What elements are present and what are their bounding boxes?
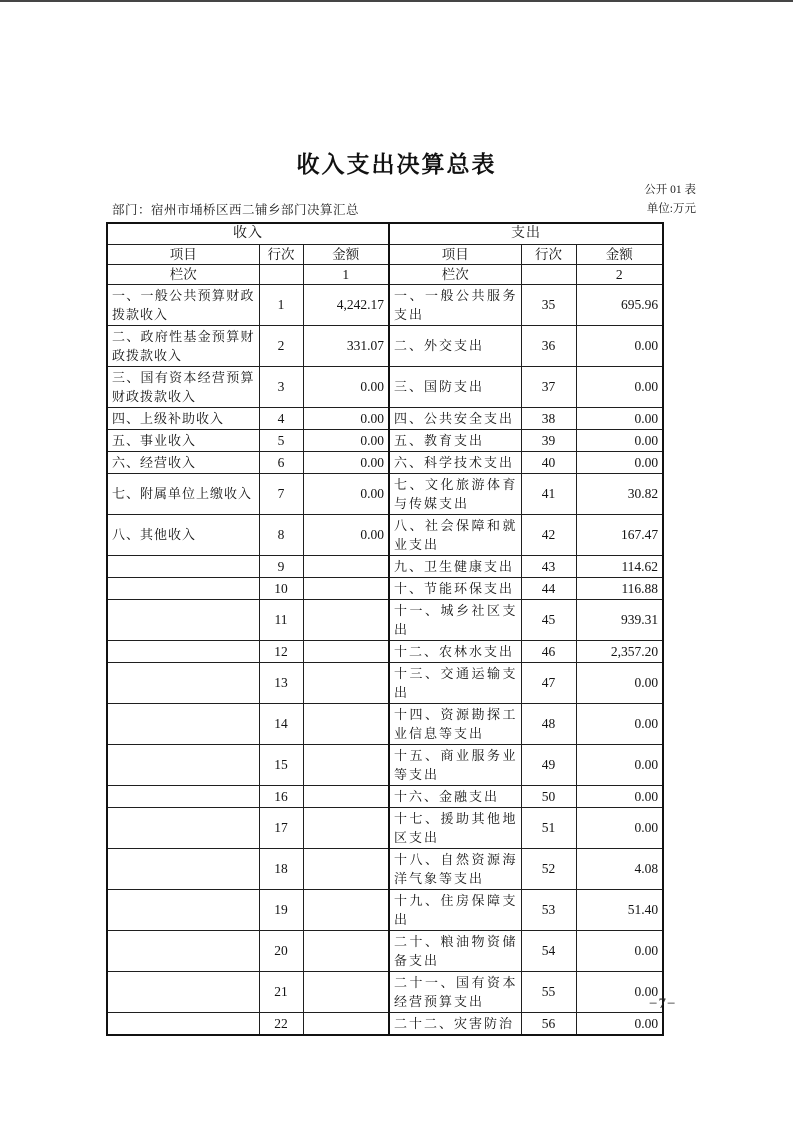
income-line-cell: 22: [259, 1012, 303, 1035]
section-header-row: [107, 223, 663, 244]
expense-amount-cell: 0.00: [576, 1012, 663, 1035]
income-item-cell: [107, 662, 259, 703]
expense-line-header: 行次: [521, 244, 576, 264]
income-amount-cell: 0.00: [303, 429, 389, 451]
expense-index-empty: [521, 264, 576, 284]
table-row: [107, 451, 663, 473]
income-amount-cell: 331.07: [303, 325, 389, 366]
expense-amount-cell: 0.00: [576, 703, 663, 744]
income-line-cell: 21: [259, 971, 303, 1012]
expense-line-cell: 50: [521, 785, 576, 807]
expense-item-cell: 九、卫生健康支出: [389, 555, 521, 577]
income-item-cell: 七、附属单位上缴收入: [107, 473, 259, 514]
column-header-row: [107, 244, 663, 264]
scan-edge-line: [0, 0, 793, 2]
expense-item-cell: 六、科学技术支出: [389, 451, 521, 473]
expense-item-cell: 十三、交通运输支出: [389, 662, 521, 703]
income-item-cell: [107, 599, 259, 640]
page-title: 收入支出决算总表: [296, 151, 497, 177]
expense-item-cell: 十五、商业服务业等支出: [389, 744, 521, 785]
expense-line-cell: 42: [521, 514, 576, 555]
income-line-cell: 11: [259, 599, 303, 640]
expense-amount-cell: 0.00: [576, 662, 663, 703]
expense-amount-cell: 0.00: [576, 971, 663, 1012]
income-item-cell: [107, 889, 259, 930]
expense-line-cell: 36: [521, 325, 576, 366]
expense-item-cell: 二十、粮油物资储备支出: [389, 930, 521, 971]
expense-amount-cell: 167.47: [576, 514, 663, 555]
expense-index-value: 2: [576, 264, 663, 284]
expense-item-cell: 二十一、国有资本经营预算支出: [389, 971, 521, 1012]
expense-item-cell: 四、公共安全支出: [389, 407, 521, 429]
expense-amount-cell: 0.00: [576, 451, 663, 473]
income-line-cell: 18: [259, 848, 303, 889]
income-line-cell: 17: [259, 807, 303, 848]
expense-item-cell: 十二、农林水支出: [389, 640, 521, 662]
income-amount-cell: [303, 807, 389, 848]
expense-line-cell: 53: [521, 889, 576, 930]
column-index-row: [107, 264, 663, 284]
income-item-cell: 五、事业收入: [107, 429, 259, 451]
expense-amount-cell: 2,357.20: [576, 640, 663, 662]
income-amount-cell: [303, 1012, 389, 1035]
income-amount-cell: [303, 577, 389, 599]
expense-line-cell: 51: [521, 807, 576, 848]
income-item-cell: 八、其他收入: [107, 514, 259, 555]
expense-item-cell: 八、社会保障和就业支出: [389, 514, 521, 555]
expense-amount-cell: 0.00: [576, 930, 663, 971]
expense-amount-cell: 4.08: [576, 848, 663, 889]
income-item-cell: [107, 577, 259, 599]
expense-item-cell: 十六、金融支出: [389, 785, 521, 807]
expense-line-cell: 38: [521, 407, 576, 429]
income-line-cell: 19: [259, 889, 303, 930]
table-row: [107, 1012, 663, 1035]
income-amount-header: 金额: [303, 244, 389, 264]
expense-line-cell: 39: [521, 429, 576, 451]
income-section-header: 收入: [107, 223, 389, 244]
income-item-cell: 二、政府性基金预算财政拨款收入: [107, 325, 259, 366]
table-row: [107, 407, 663, 429]
table-row: [107, 848, 663, 889]
expense-item-cell: 十七、援助其他地区支出: [389, 807, 521, 848]
expense-line-cell: 35: [521, 284, 576, 325]
expense-item-cell: 十、节能环保支出: [389, 577, 521, 599]
budget-summary-table: [106, 222, 664, 1036]
income-item-cell: [107, 1012, 259, 1035]
income-line-cell: 5: [259, 429, 303, 451]
expense-line-cell: 44: [521, 577, 576, 599]
expense-amount-cell: 0.00: [576, 366, 663, 407]
expense-amount-cell: 116.88: [576, 577, 663, 599]
income-amount-cell: 0.00: [303, 473, 389, 514]
expense-item-cell: 二十二、灾害防治: [389, 1012, 521, 1035]
expense-line-cell: 40: [521, 451, 576, 473]
expense-line-cell: 48: [521, 703, 576, 744]
income-amount-cell: [303, 848, 389, 889]
expense-line-cell: 47: [521, 662, 576, 703]
expense-amount-cell: 0.00: [576, 407, 663, 429]
expense-amount-cell: 51.40: [576, 889, 663, 930]
income-amount-cell: [303, 599, 389, 640]
table-row: [107, 640, 663, 662]
income-item-cell: 一、一般公共预算财政拨款收入: [107, 284, 259, 325]
expense-line-cell: 49: [521, 744, 576, 785]
expense-line-cell: 56: [521, 1012, 576, 1035]
expense-item-cell: 七、文化旅游体育与传媒支出: [389, 473, 521, 514]
income-line-cell: 12: [259, 640, 303, 662]
income-item-cell: [107, 640, 259, 662]
income-line-cell: 10: [259, 577, 303, 599]
table-row: [107, 703, 663, 744]
income-line-cell: 13: [259, 662, 303, 703]
expense-line-cell: 46: [521, 640, 576, 662]
expense-item-cell: 十九、住房保障支出: [389, 889, 521, 930]
income-line-cell: 2: [259, 325, 303, 366]
income-line-cell: 20: [259, 930, 303, 971]
expense-item-cell: 五、教育支出: [389, 429, 521, 451]
table-row: [107, 807, 663, 848]
income-amount-cell: [303, 555, 389, 577]
income-amount-cell: [303, 640, 389, 662]
expense-line-cell: 52: [521, 848, 576, 889]
expense-line-cell: 54: [521, 930, 576, 971]
expense-item-header: 项目: [389, 244, 521, 264]
income-item-cell: [107, 971, 259, 1012]
table-row: [107, 577, 663, 599]
expense-line-cell: 55: [521, 971, 576, 1012]
expense-item-cell: 一、一般公共服务支出: [389, 284, 521, 325]
table-body: [107, 284, 663, 1035]
income-line-cell: 14: [259, 703, 303, 744]
income-item-cell: [107, 744, 259, 785]
income-item-cell: [107, 785, 259, 807]
table-row: [107, 971, 663, 1012]
income-line-cell: 3: [259, 366, 303, 407]
income-line-cell: 16: [259, 785, 303, 807]
income-item-header: 项目: [107, 244, 259, 264]
income-amount-cell: [303, 662, 389, 703]
income-line-cell: 4: [259, 407, 303, 429]
income-amount-cell: 0.00: [303, 514, 389, 555]
expense-amount-cell: 114.62: [576, 555, 663, 577]
income-line-cell: 8: [259, 514, 303, 555]
expense-amount-cell: 0.00: [576, 785, 663, 807]
income-item-cell: [107, 848, 259, 889]
income-item-cell: 六、经营收入: [107, 451, 259, 473]
expense-line-cell: 37: [521, 366, 576, 407]
table-row: [107, 429, 663, 451]
table-row: [107, 555, 663, 577]
income-line-cell: 6: [259, 451, 303, 473]
expense-line-cell: 45: [521, 599, 576, 640]
table-code-label: 公开 01 表: [644, 184, 696, 196]
income-line-cell: 15: [259, 744, 303, 785]
income-item-cell: [107, 807, 259, 848]
income-amount-cell: 0.00: [303, 366, 389, 407]
expense-item-cell: 十四、资源勘探工业信息等支出: [389, 703, 521, 744]
income-item-cell: [107, 555, 259, 577]
expense-amount-cell: 0.00: [576, 807, 663, 848]
income-amount-cell: [303, 930, 389, 971]
income-index-label: 栏次: [107, 264, 259, 284]
expense-amount-cell: 30.82: [576, 473, 663, 514]
income-line-cell: 1: [259, 284, 303, 325]
income-item-cell: 四、上级补助收入: [107, 407, 259, 429]
income-amount-cell: [303, 703, 389, 744]
page-number: −7−: [649, 996, 677, 1012]
income-amount-cell: [303, 971, 389, 1012]
table-row: [107, 366, 663, 407]
expense-item-cell: 二、外交支出: [389, 325, 521, 366]
income-item-cell: [107, 930, 259, 971]
income-item-cell: 三、国有资本经营预算财政拨款收入: [107, 366, 259, 407]
income-line-header: 行次: [259, 244, 303, 264]
table-row: [107, 514, 663, 555]
income-amount-cell: 0.00: [303, 407, 389, 429]
expense-amount-cell: 695.96: [576, 284, 663, 325]
income-amount-cell: 4,242.17: [303, 284, 389, 325]
expense-amount-cell: 0.00: [576, 744, 663, 785]
table-row: [107, 473, 663, 514]
income-amount-cell: 0.00: [303, 451, 389, 473]
income-amount-cell: [303, 744, 389, 785]
table-row: [107, 744, 663, 785]
expense-line-cell: 43: [521, 555, 576, 577]
income-line-cell: 9: [259, 555, 303, 577]
income-amount-cell: [303, 889, 389, 930]
table-row: [107, 662, 663, 703]
income-amount-cell: [303, 785, 389, 807]
expense-index-label: 栏次: [389, 264, 521, 284]
expense-amount-cell: 0.00: [576, 325, 663, 366]
table-row: [107, 325, 663, 366]
expense-amount-header: 金额: [576, 244, 663, 264]
expense-amount-cell: 939.31: [576, 599, 663, 640]
table-row: [107, 599, 663, 640]
expense-item-cell: 十一、城乡社区支出: [389, 599, 521, 640]
expense-line-cell: 41: [521, 473, 576, 514]
table-row: [107, 889, 663, 930]
expense-item-cell: 十八、自然资源海洋气象等支出: [389, 848, 521, 889]
unit-label: 单位:万元: [646, 203, 696, 215]
table-row: [107, 930, 663, 971]
department-label: 部门：宿州市埇桥区西二铺乡部门决算汇总: [112, 203, 360, 217]
income-index-empty: [259, 264, 303, 284]
expense-amount-cell: 0.00: [576, 429, 663, 451]
expense-section-header: 支出: [389, 223, 663, 244]
expense-item-cell: 三、国防支出: [389, 366, 521, 407]
income-index-value: 1: [303, 264, 389, 284]
table-row: [107, 284, 663, 325]
income-line-cell: 7: [259, 473, 303, 514]
table-row: [107, 785, 663, 807]
income-item-cell: [107, 703, 259, 744]
